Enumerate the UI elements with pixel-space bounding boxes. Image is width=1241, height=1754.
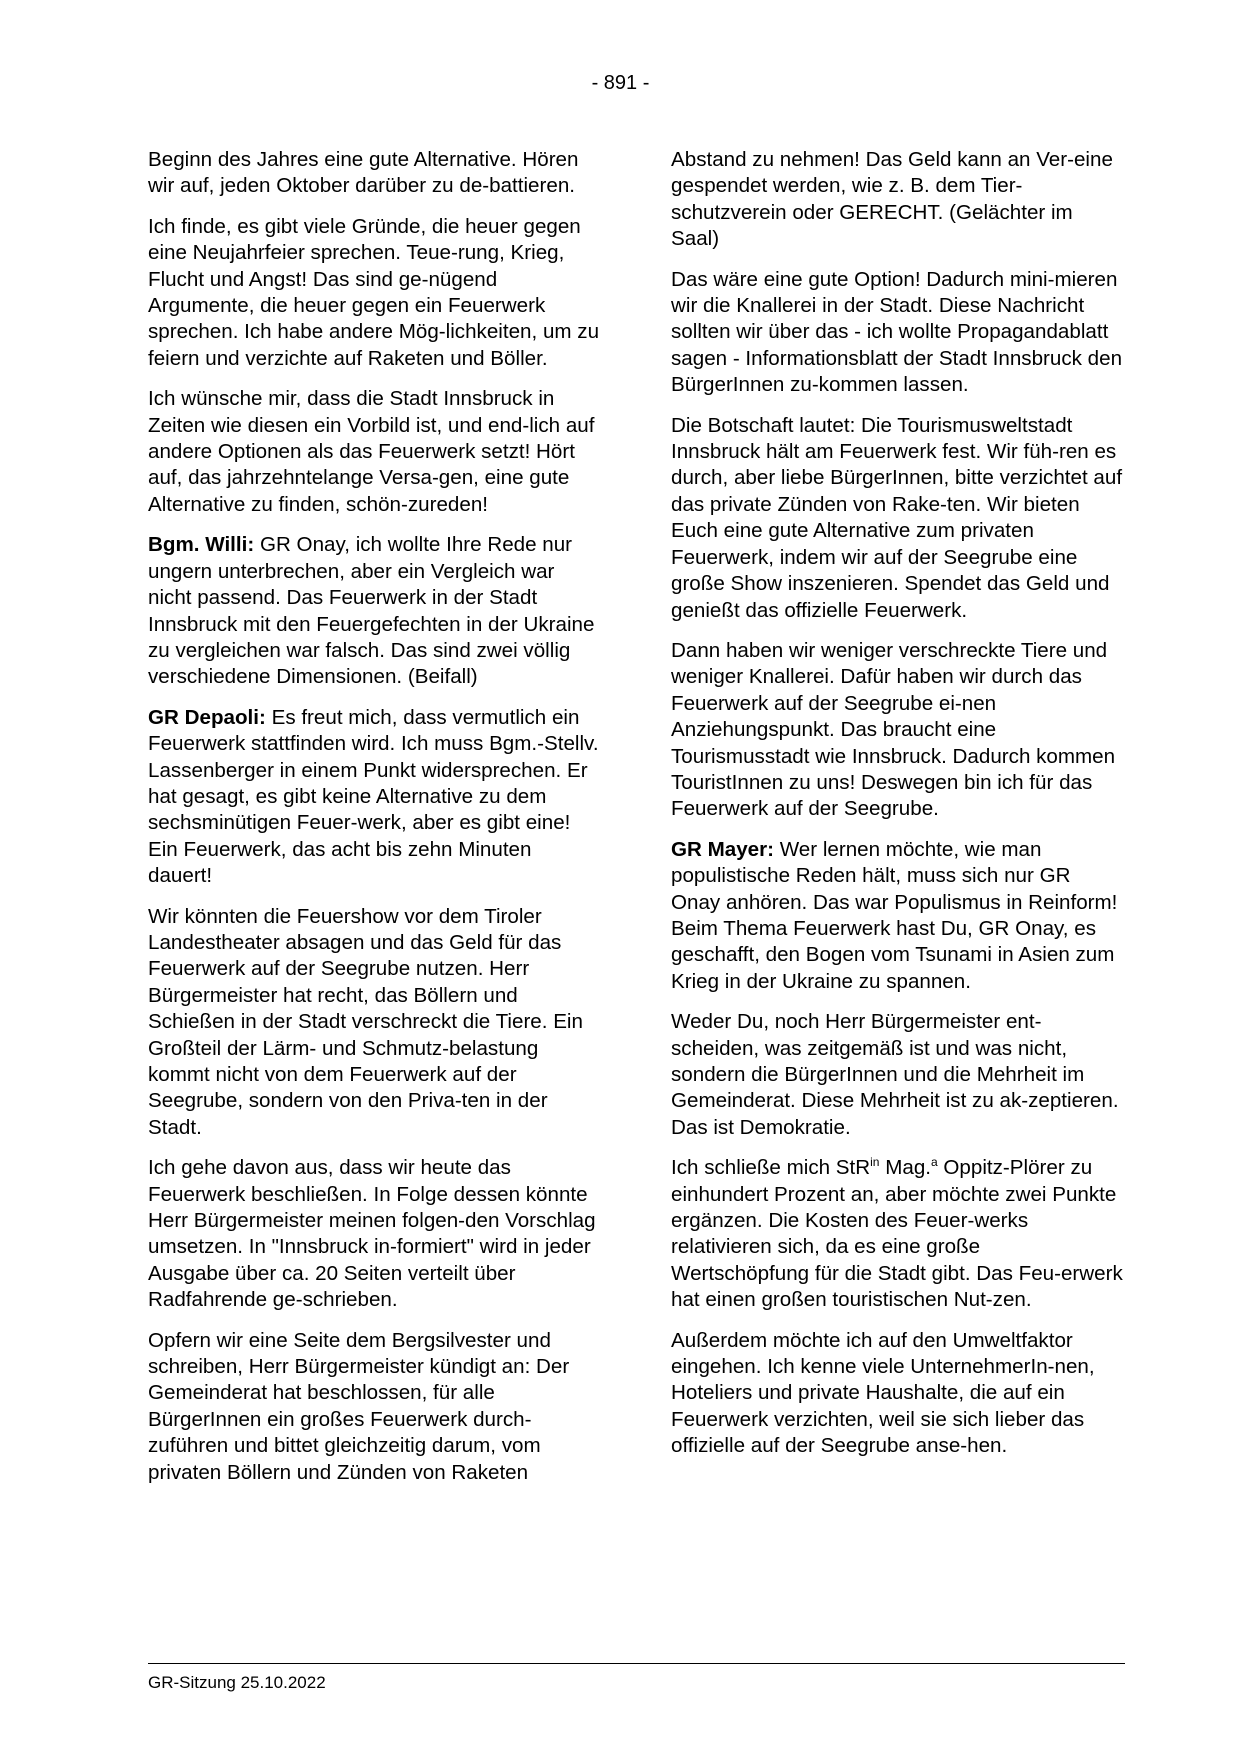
paragraph: Ich finde, es gibt viele Gründe, die heuer gegen eine Neujahrfeier sprechen. Teue-rung, Krieg, Flucht und Angst! Das sind ge-nügend Argumente, die heuer gegen ein Feuerwerk sprechen. Ich habe andere Mög-lichkeiten, um zu feiern und verzichte auf Raketen und Böller. [148, 214, 600, 370]
paragraph: Außerdem möchte ich auf den Umweltfaktor eingehen. Ich kenne viele UnternehmerIn-nen, Hoteliers und private Haushalte, die auf ein Feuerwerk verzichten, weil sie sich lieber das offizielle auf der Seegrube anse-hen. [671, 1328, 1095, 1458]
text-run: Oppitz-Plörer zu einhundert Prozent an, aber möchte zwei Punkte ergänzen. Die Kosten des Feuer-werks relativieren sich, da es eine große Wertschöpfung für die Stadt gibt. Das Feu-erwerk hat einen großen touristischen Nut-zen. [671, 1156, 1123, 1312]
speaker-name: GR Depaoli: [148, 705, 266, 729]
paragraph: Das wäre eine gute Option! Dadurch mini-mieren wir die Knallerei in der Stadt. Diese Nachricht sollten wir über das - ich wollte Propagandablatt sagen - Informationsblatt der Stadt Innsbruck den BürgerInnen zu-kommen lassen. [671, 267, 1123, 397]
page-number: - 891 - [591, 72, 650, 94]
paragraph: Die Botschaft lautet: Die Tourismusweltstadt Innsbruck hält am Feuerwerk fest. Wir füh-ren es durch, aber liebe BürgerInnen, bitte verzichtet auf das private Zünden von Rake-ten. Wir bieten Euch eine gute Alternative zum privaten Feuerwerk, indem wir auf der Seegrube eine große Show inszenieren. Spendet das Geld und genießt das offizielle Feuerwerk. [671, 413, 1123, 622]
speech-paragraph [148, 705, 600, 890]
paragraph: Wir könnten die Feuershow vor dem Tiroler Landestheater absagen und das Geld für das Feuerwerk auf der Seegrube nutzen. Herr Bürgermeister hat recht, das Böllern und Schießen in der Stadt verschreckt die Tiere. Ein Großteil der Lärm- und Schmutz-belastung kommt nicht von dem Feuerwerk auf der Seegrube, sondern von den Priva-ten in der Stadt. [148, 904, 583, 1139]
speaker-name: GR Mayer: [671, 837, 774, 861]
paragraph: Beginn des Jahres eine gute Alternative. Hören wir auf, jeden Oktober darüber zu de-battieren. [148, 148, 579, 198]
paragraph: Ich gehe davon aus, dass wir heute das Feuerwerk beschließen. In Folge dessen könnte Herr Bürgermeister meinen folgen-den Vorschlag umsetzen. In "Innsbruck in-formiert" wird in jeder Ausgabe über ca. 20 Seiten verteilt über Radfahrende ge-schrieben. [148, 1156, 596, 1312]
footer-text: GR-Sitzung 25.10.2022 [148, 1673, 326, 1692]
superscript: in [870, 1155, 880, 1170]
left-column [148, 147, 600, 1500]
speech-paragraph [148, 532, 600, 690]
speech-text: GR Onay, ich wollte Ihre Rede nur ungern unterbrechen, aber ein Vergleich war nicht passend. Das Feuerwerk in der Stadt Innsbruck mit den Feuergefechten in der Ukraine zu vergleichen war falsch. Das sind zwei völlig verschiedene Dimensionen. (Beifall) [148, 533, 595, 689]
footer-divider [148, 1663, 1125, 1664]
paragraph [671, 1155, 1123, 1313]
speech-paragraph [671, 837, 1123, 995]
text-run: Ich schließe mich StR [671, 1156, 871, 1180]
paragraph: Dann haben wir weniger verschreckte Tiere und weniger Knallerei. Dafür haben wir durch das Feuerwerk auf der Seegrube ei-nen Anziehungspunkt. Das braucht eine Tourismusstadt wie Innsbruck. Dadurch kommen TouristInnen zu uns! Deswegen bin ich für das Feuerwerk auf der Seegrube. [671, 638, 1116, 821]
speech-text: Es freut mich, dass vermutlich ein Feuerwerk stattfinden wird. Ich muss Bgm.-Stellv. Lassenberger in einem Punkt widersprechen. Er hat gesagt, es gibt keine Alternative zu dem sechsminütigen Feuer-werk, aber es gibt eine! Ein Feuerwerk, das acht bis zehn Minuten dauert! [148, 705, 599, 888]
paragraph: Ich wünsche mir, dass die Stadt Innsbruck in Zeiten wie diesen ein Vorbild ist, und end-lich auf andere Optionen als das Feuerwerk setzt! Hört auf, das jahrzehntelange Versa-gen, eine gute Alternative zu finden, schön-zureden! [148, 387, 595, 516]
speaker-name: Bgm. Willi: [148, 533, 255, 557]
paragraph: Opfern wir eine Seite dem Bergsilvester und schreiben, Herr Bürgermeister kündigt an: Der Gemeinderat hat beschlossen, für alle BürgerInnen ein großes Feuerwerk durch-zuführen und bittet gleichzeitig darum, vom privaten Böllern und Zünden von Raketen [148, 1328, 570, 1484]
paragraph: Abstand zu nehmen! Das Geld kann an Ver-eine gespendet werden, wie z. B. dem Tier-schutzverein oder GERECHT. (Gelächter im Saal) [671, 148, 1113, 251]
right-column [671, 147, 1123, 1474]
speech-text: Wer lernen möchte, wie man populistische Reden hält, muss sich nur GR Onay anhören. Das war Populismus in Reinform! Beim Thema Feuerwerk hast Du, GR Onay, es geschafft, den Bogen vom Tsunami in Asien zum Krieg in der Ukraine zu spannen. [671, 837, 1118, 993]
paragraph: Weder Du, noch Herr Bürgermeister ent-scheiden, was zeitgemäß ist und was nicht, sondern die BürgerInnen und die Mehrheit im Gemeinderat. Diese Mehrheit ist zu ak-zeptieren. Das ist Demokratie. [671, 1010, 1119, 1139]
text-run: Mag. [879, 1156, 931, 1180]
superscript: a [931, 1155, 938, 1170]
